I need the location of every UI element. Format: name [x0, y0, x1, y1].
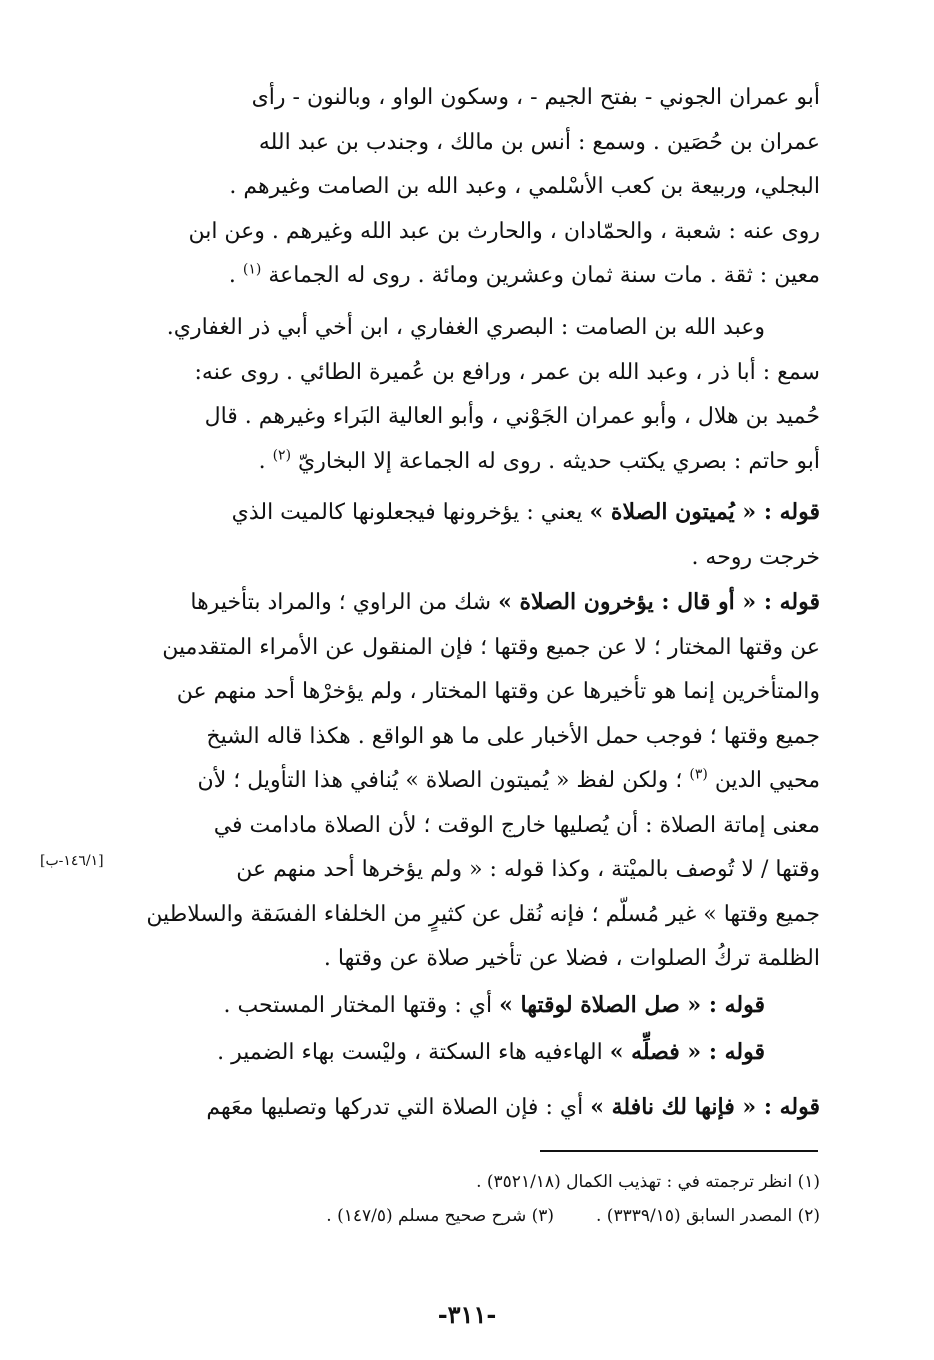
paragraph-commentary-fasallih: [132, 1030, 820, 1076]
text-line: خرجت روحه .: [691, 544, 820, 570]
text-segment: معين : ثقة . مات سنة ثمان وعشرين ومائة . روى له الجماعة: [268, 263, 820, 288]
text-segment: .: [228, 263, 243, 288]
text-segment: محيي الدين: [714, 768, 820, 793]
quoted-phrase: قوله : « صل الصلاة لوقتها »: [499, 992, 765, 1018]
text-line: معنى إماتة الصلاة : أن يُصليها خارج الوقت ؛ لأن الصلاة مادامت في: [213, 812, 820, 838]
text-segment: أي : وقتها المختار المستحب .: [223, 993, 500, 1018]
text-segment: الهاءفيه هاء السكتة ، وليْست بهاء الضمير .: [217, 1040, 610, 1065]
quoted-phrase: قوله : « فإنها لك نافلة »: [590, 1094, 820, 1120]
text-segment: أي : فإن الصلاة التي تدركها وتصليها معَهم: [206, 1095, 591, 1120]
text-segment: .: [258, 448, 273, 474]
paragraph-commentary-yuakhkhirun: [132, 580, 820, 982]
text-line: روى عنه : شعبة ، والحمّادان ، والحارث بن عبد الله وغيرهم . وعن ابن: [188, 218, 820, 244]
text-line: عن وقتها المختار ؛ لا عن جميع وقتها ؛ فإن المنقول عن الأمراء المتقدمين: [162, 634, 820, 660]
quoted-phrase: قوله : « يُميتون الصلاة »: [589, 499, 820, 525]
text-line: حُميد بن هلال ، وأبو عمران الجَوْني ، وأبو العالية البَراء وغيرهم . قال: [204, 404, 820, 429]
text-segment: أبو حاتم : بصري يكتب حديثه . روى له الجماعة إلا البخاريّ: [298, 448, 820, 474]
text-line: وقتها / لا تُوصف بالميْتة ، وكذا قوله : « ولم يؤخرها أحد منهم عن: [236, 857, 820, 882]
text-line: [132, 1030, 820, 1076]
text-line: [132, 1085, 820, 1131]
text-line: عمران بن حُصَين . وسمع : أنس بن مالك ، وجندب بن عبد الله: [258, 129, 820, 155]
paragraph-commentary-nafila: [132, 1085, 820, 1131]
footnote-marker-3: (٣): [689, 766, 708, 783]
text-line: والمتأخرين إنما هو تأخيرها عن وقتها المختار ، ولم يؤخرْها أحد منهم عن: [176, 679, 820, 704]
footnote-row: [132, 1199, 820, 1233]
text-line: وعبد الله بن الصامت : البصري الغفاري ، ابن أخي أبي ذر الغفاري.: [166, 315, 765, 340]
text-line: سمع : أبا ذر ، وعبد الله بن عمر ، ورافع بن عُميرة الطائي . روى عنه:: [194, 359, 820, 385]
text-line: جميع وقتها » غير مُسلّم ؛ فإنه نُقل عن كثيرٍ من الخلفاء الفسَقة والسلاطين: [146, 901, 820, 927]
footnote-3: (٣) شرح صحيح مسلم (١٤٧/٥) .: [326, 1206, 554, 1226]
text-segment: ؛ ولكن لفظ « يُميتون الصلاة » يُنافي هذا التأويل ؛ لأن: [197, 768, 690, 793]
footnotes: [132, 1165, 820, 1233]
text-line-last: [132, 440, 820, 485]
footnote-marker-2: (٢): [272, 447, 292, 464]
footnote-marker-1: (١): [242, 261, 262, 278]
text-line: أبو عمران الجوني - بفتح الجيم - ، وسكون الواو ، وبالنون - رأى: [251, 85, 820, 110]
text-line-last: [132, 254, 820, 299]
text-line: [132, 490, 820, 536]
text-segment: يعني : يؤخرونها فيجعلونها كالميت الذي: [231, 500, 590, 525]
text-line: [132, 580, 820, 626]
paragraph-biography-abu-imran: [132, 76, 820, 299]
footnote-2: (٢) المصدر السابق (٣٣٣٩/١٥) .: [596, 1206, 820, 1226]
footnote-1: (١) انظر ترجمته في : تهذيب الكمال (٣٥٢١/١٨) .: [476, 1172, 820, 1192]
paragraph-biography-abdullah-ibn-samit: [132, 306, 820, 484]
manuscript-folio-reference: [١٤٦/١-ب]: [40, 853, 104, 869]
quoted-phrase: قوله : « فصلِّه »: [609, 1039, 765, 1065]
text-line: [132, 983, 820, 1029]
footnote-separator: [540, 1150, 818, 1152]
text-line: البجلي، وربيعة بن كعب الأسْلمي ، وعبد الله بن الصامت وغيرهم .: [229, 174, 820, 199]
page-number: -٣١١-: [437, 1300, 497, 1329]
quoted-phrase: قوله : « أو قال : يؤخرون الصلاة »: [498, 589, 820, 615]
text-segment: شك من الراوي ؛ والمراد بتأخيرها: [190, 590, 499, 615]
paragraph-commentary-yumitun: [132, 490, 820, 580]
text-line: [132, 759, 820, 804]
text-line: جميع وقتها ؛ فوجب حمل الأخبار على ما هو الواقع . هكذا قاله الشيخ: [206, 723, 820, 749]
text-line: الظلمة تركُ الصلوات ، فضلا عن تأخير صلاة عن وقتها .: [323, 946, 820, 971]
paragraph-commentary-sal-assalat: [132, 983, 820, 1029]
